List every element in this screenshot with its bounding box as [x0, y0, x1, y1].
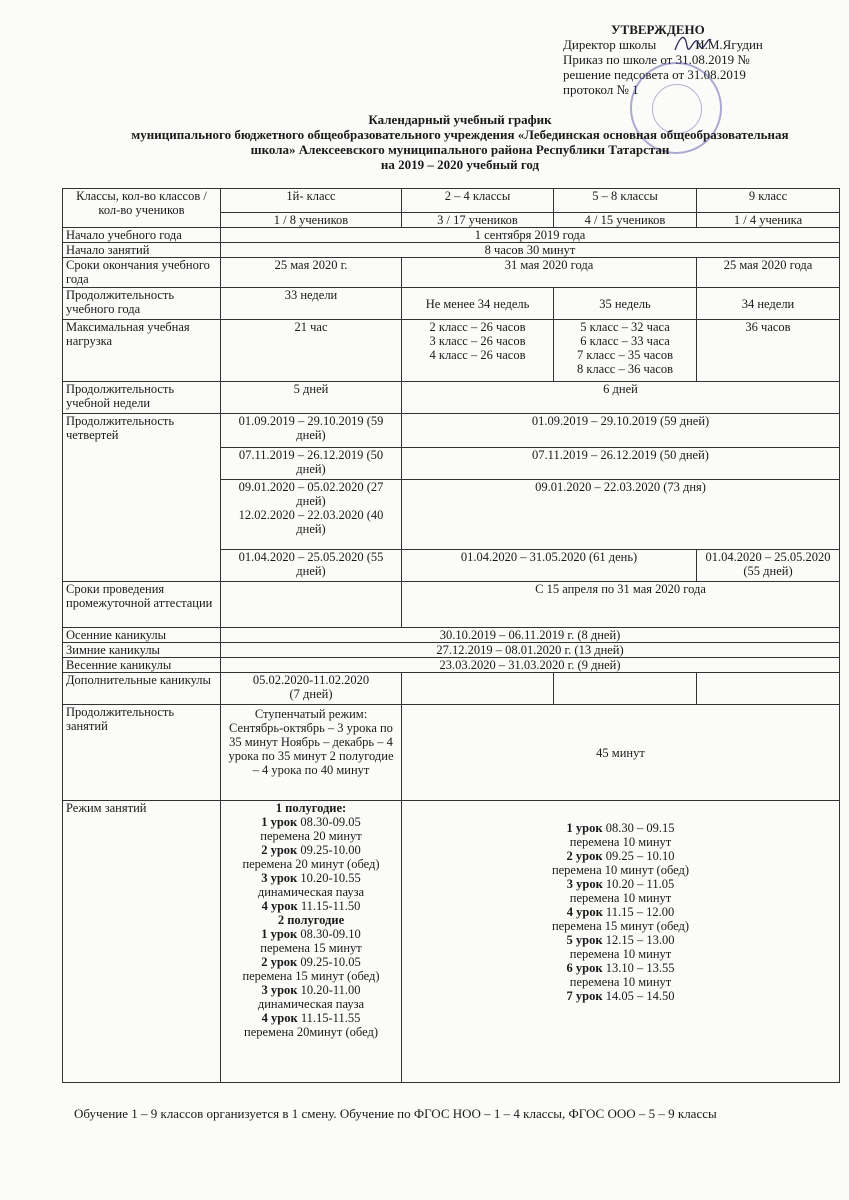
schedule-line: [224, 997, 398, 1011]
schedule-table: [62, 188, 840, 1083]
lesson-number: 3 урок: [261, 871, 298, 885]
row-schedule-label: Режим занятий: [63, 801, 221, 1083]
schedule-line: [224, 941, 398, 955]
lesson-number: 3 урок: [261, 983, 298, 997]
row-quarters-label: Продолжительность четвертей: [63, 414, 221, 582]
schedule-line: [405, 947, 836, 961]
load-text: 2 класс – 26 часов: [429, 320, 526, 334]
class-2-4-header: 2 – 4 классы: [402, 189, 554, 213]
quarter-2-class-2-9: 07.11.2019 – 26.12.2019 (50 дней): [402, 448, 840, 480]
row-max-load-label: Максимальная учебная нагрузка: [63, 320, 221, 382]
schedule-line: [405, 891, 836, 905]
footer-note: Обучение 1 – 9 классов организуется в 1 смену. Обучение по ФГОС НОО – 1 – 4 классы, ФГОС ООО – 5 – 9 классы: [74, 1106, 717, 1121]
row-classes-label: Классы, кол-во классов / кол-во учеников: [63, 189, 221, 228]
lesson-time: перемена 20минут (обед): [244, 1025, 378, 1039]
lesson-number: 1 урок: [566, 821, 603, 835]
week-length-class-1: 5 дней: [221, 382, 402, 414]
lesson-time: 09.25 – 10.10: [602, 849, 675, 863]
lesson-time: 10.20-11.00: [297, 983, 361, 997]
start-lessons-value: 8 часов 30 минут: [221, 243, 840, 258]
schedule-line: [405, 961, 836, 975]
end-year-class-1: 25 мая 2020 г.: [221, 258, 402, 288]
lesson-number: 2 урок: [566, 849, 603, 863]
lesson-number: 2 полугодие: [277, 913, 345, 927]
class-5-8-header: 5 – 8 классы: [554, 189, 697, 213]
lesson-time: 13.10 – 13.55: [602, 961, 675, 975]
lesson-number: 4 урок: [261, 899, 298, 913]
load-text: 5 класс – 32 часа: [580, 320, 670, 334]
lesson-time: перемена 15 минут (обед): [551, 919, 690, 933]
lesson-time: перемена 20 минут (обед): [242, 857, 380, 871]
schedule-line: [224, 871, 398, 885]
schedule-line: [224, 1025, 398, 1039]
schedule-line: [224, 801, 398, 815]
schedule-line: [224, 913, 398, 927]
lesson-time: 11.15-11.55: [297, 1011, 361, 1025]
load-text: 3 класс – 26 часов: [429, 334, 526, 348]
row-autumn-holidays-label: Осенние каникулы: [63, 628, 221, 643]
heading-line3: школа» Алексеевского муниципального района Республики Татарстан: [250, 142, 670, 157]
row-start-lessons-label: Начало занятий: [63, 243, 221, 258]
lesson-time: 11.15 – 12.00: [602, 905, 675, 919]
schedule-list: [224, 801, 398, 1039]
week-length-class-2-9: 6 дней: [402, 382, 840, 414]
lesson-time: перемена 10 минут (обед): [551, 863, 690, 877]
lesson-length-class-1: Ступенчатый режим: Сентябрь-октябрь – 3 урока по 35 минут Ноябрь – декабрь – 4 урока по 35 минут 2 полугодие – 4 урока по 40 минут: [221, 705, 402, 801]
quarter-text: 12.02.2020 – 22.03.2020 (40 дней): [238, 508, 384, 536]
lesson-number: 1 урок: [261, 927, 298, 941]
lesson-number: 7 урок: [566, 989, 603, 1003]
quarter-3-class-2-9: 09.01.2020 – 22.03.2020 (73 дня): [402, 480, 840, 550]
row-end-year-label: Сроки окончания учебного года: [63, 258, 221, 288]
load-text: 6 класс – 33 часа: [580, 334, 670, 348]
quarter-1-class-2-9: 01.09.2019 – 29.10.2019 (59 дней): [402, 414, 840, 448]
start-year-value: 1 сентября 2019 года: [221, 228, 840, 243]
lesson-number: 1 полугодие:: [275, 801, 347, 815]
lesson-number: 3 урок: [566, 877, 603, 891]
end-year-class-9: 25 мая 2020 года: [697, 258, 840, 288]
schedule-line: [405, 835, 836, 849]
quarter-4-class-1: 01.04.2020 – 25.05.2020 (55 дней): [221, 550, 402, 582]
row-year-length-label: Продолжительность учебного года: [63, 288, 221, 320]
schedule-line: [224, 955, 398, 969]
year-length-class-1: 33 недели: [221, 288, 402, 320]
schedule-line: [224, 815, 398, 829]
lesson-number: 4 урок: [261, 1011, 298, 1025]
attestation-value: С 15 апреля по 31 мая 2020 года: [402, 582, 840, 628]
year-length-class-2-4: Не менее 34 недель: [402, 288, 554, 320]
extra-holidays-class-2-4: [402, 673, 554, 705]
schedule-line: [405, 989, 836, 1003]
lesson-time: 11.15-11.50: [297, 899, 361, 913]
class-2-4-count: 3 / 17 учеников: [402, 213, 554, 228]
lesson-time: перемена 10 минут: [569, 891, 672, 905]
schedule-line: [224, 983, 398, 997]
extra-holidays-days: (7 дней): [289, 687, 333, 701]
lesson-number: 5 урок: [566, 933, 603, 947]
attestation-class-1: [221, 582, 402, 628]
schedule-line: [405, 821, 836, 835]
row-winter-holidays-label: Зимние каникулы: [63, 643, 221, 658]
lesson-time: перемена 15 минут (обед): [242, 969, 380, 983]
schedule-class-2-9: [402, 801, 840, 1083]
lesson-time: 08.30-09.05: [297, 815, 361, 829]
year-length-class-5-8: 35 недель: [554, 288, 697, 320]
max-load-class-2-4: [402, 320, 554, 382]
schedule-line: [405, 905, 836, 919]
schedule-line: [405, 975, 836, 989]
row-lesson-length-label: Продолжительность занятий: [63, 705, 221, 801]
schedule-line: [224, 857, 398, 871]
schedule-line: [224, 927, 398, 941]
schedule-list: [405, 821, 836, 1003]
schedule-line: [224, 843, 398, 857]
schedule-class-1: [221, 801, 402, 1083]
quarter-text: 09.01.2020 – 05.02.2020 (27 дней): [238, 480, 384, 508]
heading-line2: муниципального бюджетного общеобразовательного учреждения «Лебединская основная общеобразовательная: [131, 127, 789, 142]
lesson-number: 1 урок: [261, 815, 298, 829]
lesson-time: 10.20-10.55: [297, 871, 361, 885]
year-length-class-9: 34 недели: [697, 288, 840, 320]
load-text: 7 класс – 35 часов: [577, 348, 673, 362]
quarter-2-class-1: 07.11.2019 – 26.12.2019 (50 дней): [221, 448, 402, 480]
lesson-number: 2 урок: [261, 843, 298, 857]
approval-order: Приказ по школе от 31.08.2019 №: [563, 52, 750, 67]
approval-director: Директор школы И.М.Ягудин: [563, 37, 763, 52]
document-heading: [60, 112, 849, 172]
lesson-time: 10.20 – 11.05: [602, 877, 675, 891]
lesson-time: перемена 10 минут: [569, 975, 672, 989]
lesson-length-class-2-9: 45 минут: [402, 705, 840, 801]
approval-title: УТВЕРЖДЕНО: [611, 22, 705, 37]
schedule-line: [405, 849, 836, 863]
autumn-holidays-value: 30.10.2019 – 06.11.2019 г. (8 дней): [221, 628, 840, 643]
lesson-number: 6 урок: [566, 961, 603, 975]
approval-council: решение педсовета от 31.08.2019: [563, 67, 746, 82]
row-start-year-label: Начало учебного года: [63, 228, 221, 243]
schedule-line: [405, 877, 836, 891]
lesson-time: 12.15 – 13.00: [602, 933, 675, 947]
lesson-number: 2 урок: [261, 955, 298, 969]
extra-holidays-class-5-8: [554, 673, 697, 705]
schedule-line: [224, 829, 398, 843]
lesson-number: 4 урок: [566, 905, 603, 919]
winter-holidays-value: 27.12.2019 – 08.01.2020 г. (13 дней): [221, 643, 840, 658]
lesson-time: 08.30-09.10: [297, 927, 361, 941]
heading-title: Календарный учебный график: [368, 112, 552, 127]
class-1-header: 1й- класс: [221, 189, 402, 213]
quarter-4-class-9: 01.04.2020 – 25.05.2020 (55 дней): [697, 550, 840, 582]
lesson-time: 08.30 – 09.15: [602, 821, 675, 835]
schedule-line: [405, 919, 836, 933]
class-5-8-count: 4 / 15 учеников: [554, 213, 697, 228]
load-text: 8 класс – 36 часов: [577, 362, 673, 376]
lesson-time: 14.05 – 14.50: [602, 989, 675, 1003]
end-year-class-2-8: 31 мая 2020 года: [402, 258, 697, 288]
schedule-line: [224, 1011, 398, 1025]
heading-line4: на 2019 – 2020 учебный год: [380, 157, 540, 172]
schedule-line: [224, 899, 398, 913]
lesson-time: перемена 10 минут: [569, 835, 672, 849]
extra-holidays-dates: 05.02.2020-11.02.2020: [252, 673, 370, 687]
extra-holidays-class-9: [697, 673, 840, 705]
schedule-line: [405, 933, 836, 947]
lesson-time: перемена 20 минут: [260, 829, 362, 843]
signature-icon: [673, 30, 713, 54]
quarter-3-class-1: [221, 480, 402, 550]
row-attestation-label: Сроки проведения промежуточной аттестации: [63, 582, 221, 628]
max-load-class-5-8: [554, 320, 697, 382]
lesson-time: перемена 15 минут: [260, 941, 362, 955]
row-week-length-label: Продолжительность учебной недели: [63, 382, 221, 414]
lesson-time: динамическая пауза: [257, 885, 365, 899]
schedule-line: [405, 863, 836, 877]
schedule-line: [224, 885, 398, 899]
lesson-time: динамическая пауза: [257, 997, 365, 1011]
class-9-count: 1 / 4 ученика: [697, 213, 840, 228]
lesson-time: перемена 10 минут: [569, 947, 672, 961]
spring-holidays-value: 23.03.2020 – 31.03.2020 г. (9 дней): [221, 658, 840, 673]
lesson-time: 09.25-10.00: [297, 843, 361, 857]
row-extra-holidays-label: Дополнительные каникулы: [63, 673, 221, 705]
class-1-count: 1 / 8 учеников: [221, 213, 402, 228]
load-text: 4 класс – 26 часов: [429, 348, 526, 362]
quarter-1-class-1: 01.09.2019 – 29.10.2019 (59 дней): [221, 414, 402, 448]
extra-holidays-class-1: [221, 673, 402, 705]
lesson-time: 09.25-10.05: [297, 955, 361, 969]
row-spring-holidays-label: Весенние каникулы: [63, 658, 221, 673]
max-load-class-9: 36 часов: [697, 320, 840, 382]
approval-protocol: протокол № 1: [563, 82, 639, 97]
class-9-header: 9 класс: [697, 189, 840, 213]
max-load-class-1: 21 час: [221, 320, 402, 382]
quarter-4-class-2-8: 01.04.2020 – 31.05.2020 (61 день): [402, 550, 697, 582]
schedule-line: [224, 969, 398, 983]
